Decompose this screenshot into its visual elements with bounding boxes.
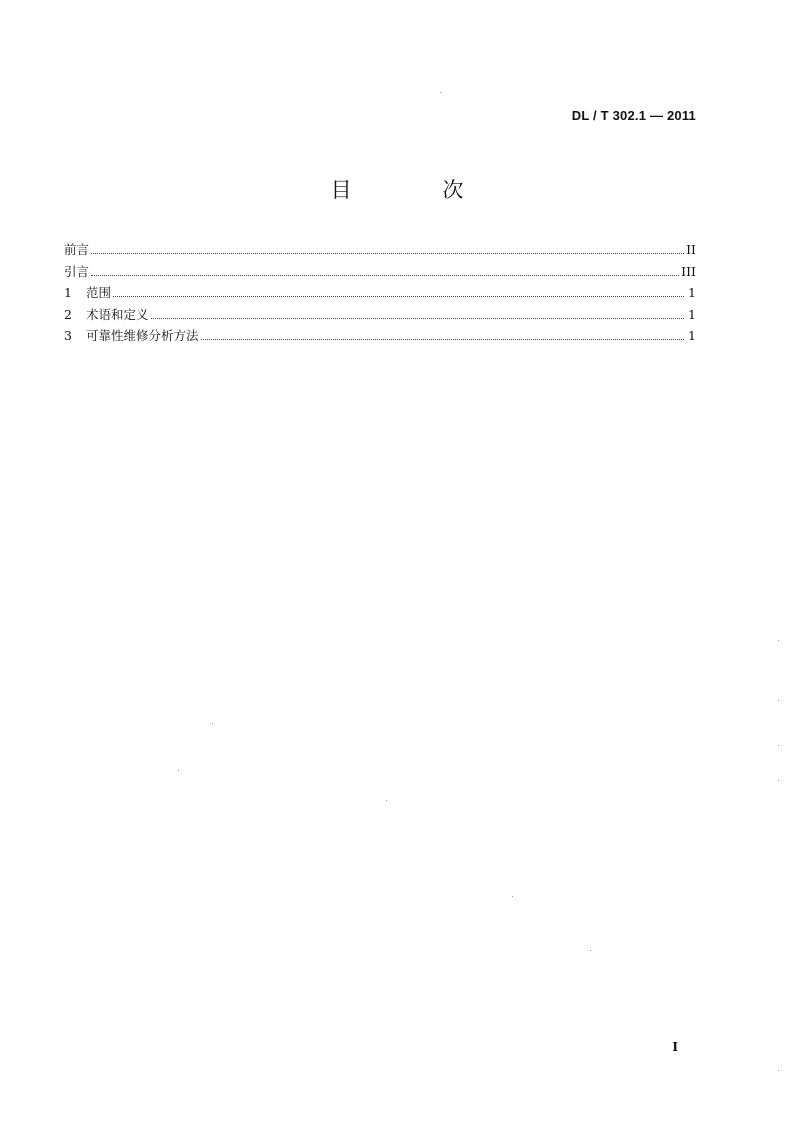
toc-entry-label: 范围 (86, 285, 112, 300)
table-of-contents (64, 240, 696, 348)
scan-speck (778, 780, 779, 781)
toc-entry-label: 可靠性维修分析方法 (86, 328, 199, 343)
scan-speck (778, 745, 779, 746)
toc-leader-dots (113, 296, 684, 297)
toc-entry-preface[interactable] (64, 240, 696, 262)
toc-entry-page: II (686, 242, 696, 257)
scan-speck (386, 800, 387, 801)
toc-entry-page: 1 (688, 328, 696, 343)
document-code: DL / T 302.1 — 2011 (571, 108, 696, 123)
scan-speck (440, 92, 441, 93)
scan-speck (590, 950, 591, 951)
toc-entry-label: 前言 (64, 242, 90, 257)
toc-entry-methods[interactable] (64, 326, 696, 348)
scan-speck (512, 896, 513, 897)
toc-entry-number: 1 (64, 285, 72, 300)
toc-entry-scope[interactable] (64, 283, 696, 305)
toc-entry-number: 2 (64, 306, 72, 322)
toc-entry-number: 3 (64, 328, 72, 343)
toc-entry-introduction[interactable] (64, 262, 696, 284)
toc-entry-terms[interactable] (64, 305, 696, 327)
scan-speck (778, 640, 779, 641)
scan-speck (778, 700, 779, 701)
toc-entry-page: 1 (688, 285, 696, 300)
toc-entry-page: 1 (688, 306, 696, 322)
toc-entry-label: 术语和定义 (86, 306, 149, 322)
toc-entry-page: III (681, 263, 696, 279)
toc-leader-dots (151, 318, 684, 319)
page-number: I (672, 1040, 678, 1054)
toc-leader-dots (201, 339, 684, 340)
scan-speck (778, 1070, 779, 1071)
toc-leader-dots (91, 275, 679, 276)
scan-speck (178, 770, 179, 771)
scan-speck (212, 723, 213, 724)
page-title: 目 次 (330, 178, 506, 202)
toc-entry-label: 引言 (64, 263, 90, 279)
toc-leader-dots (91, 253, 684, 254)
